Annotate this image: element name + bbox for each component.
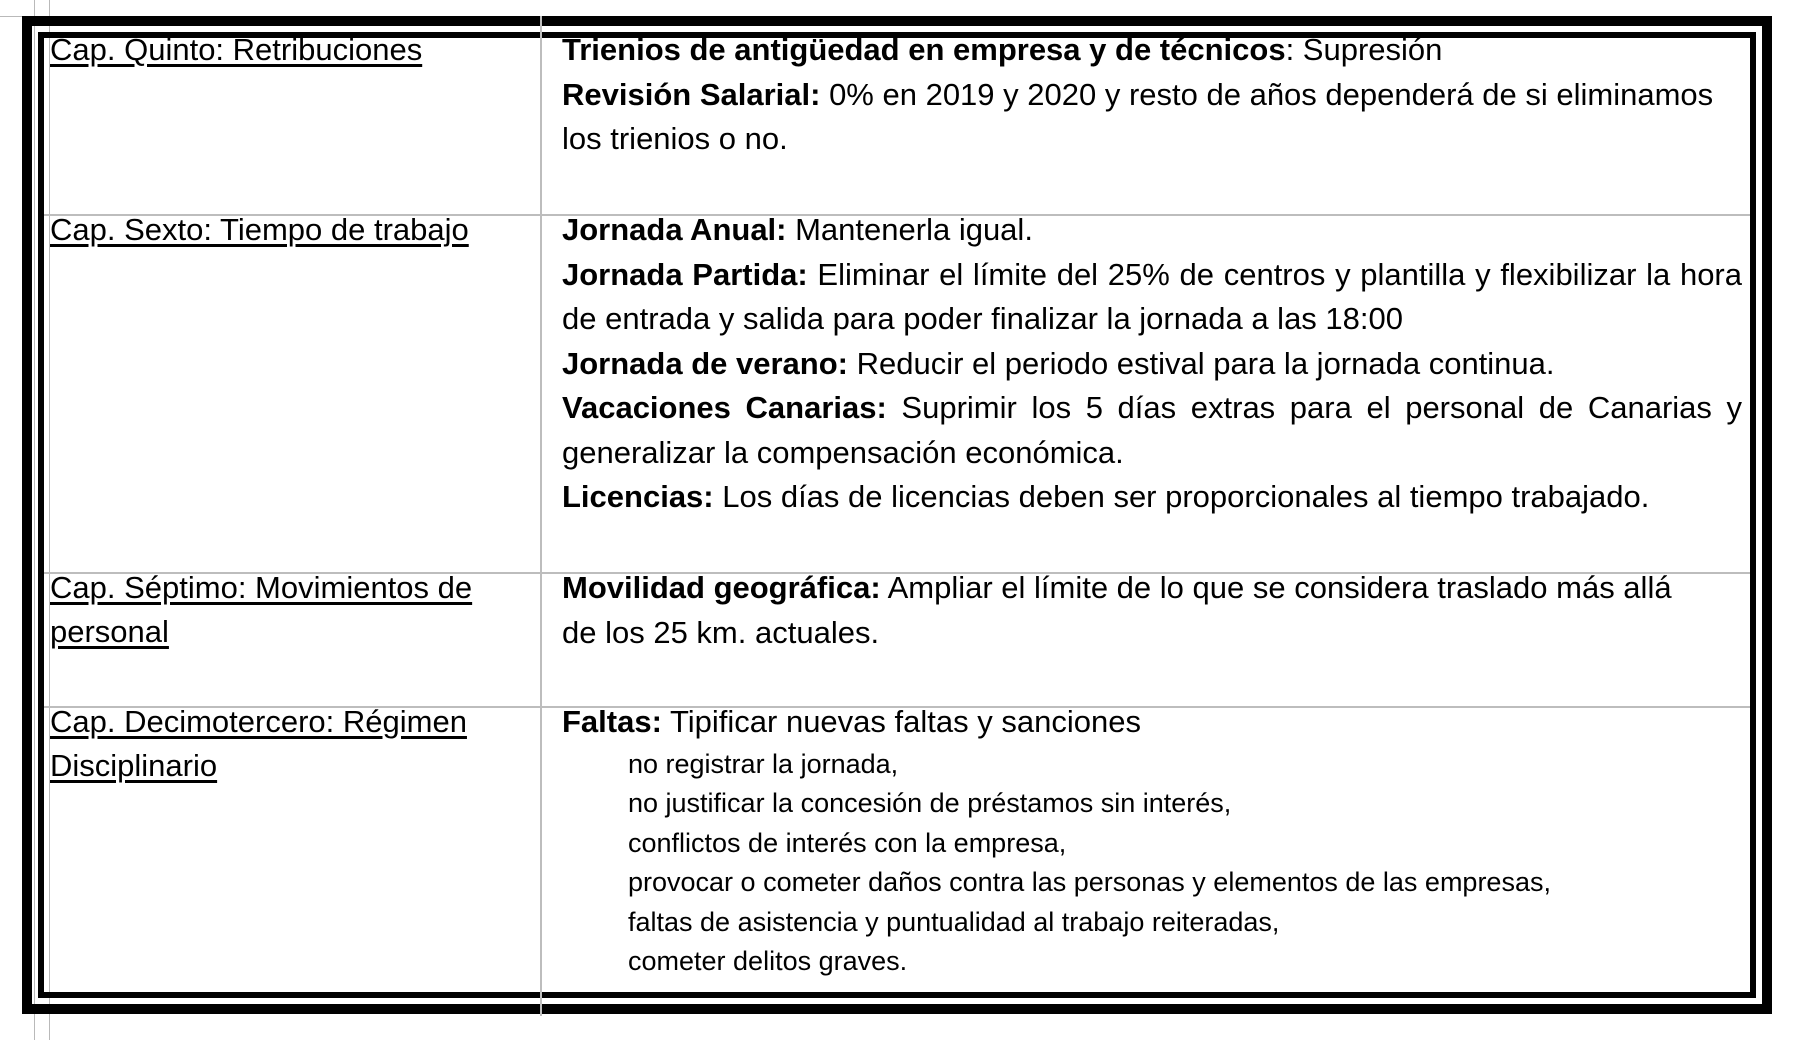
item-label: Jornada Partida: [562,256,808,292]
item-label: Revisión Salarial: [562,76,821,112]
item-text: 0% en 2019 y 2020 y resto de años dependerá de si eliminamos los trienios o no. [562,76,1714,156]
item-label: Trienios de antigüedad en empresa y de técnicos [562,32,1286,67]
list-item: no registrar la jornada, [628,748,899,779]
item-text: Suprimir los 5 días extras para el personal de Canarias y generalizar la compensación económica. [562,390,1743,470]
item-trienios [562,28,1742,73]
item-faltas [562,700,1742,745]
chapter-regimen-disciplinario: Cap. Decimotercero: Régimen Disciplinario [50,704,467,783]
item-text: Tipificar nuevas faltas y sanciones [661,704,1141,739]
column-divider [540,16,542,1016]
item-label: Jornada de verano: [562,345,848,381]
item-label: Vacaciones Canarias: [562,390,887,425]
chapter-tiempo-trabajo: Cap. Sexto: Tiempo de trabajo [50,212,469,247]
item-jornada-partida [562,253,1742,342]
item-label: Movilidad geográfica: [562,570,881,605]
item-jornada-anual [562,208,1742,253]
item-label: Faltas: [562,704,662,739]
item-text: Mantenerla igual. [786,212,1033,247]
faltas-list [562,745,1742,982]
row-content-disciplinario [562,700,1742,982]
list-item: no justificar la concesión de préstamos sin interés, [628,788,1232,818]
row-content-retribuciones [562,28,1742,162]
chapter-movimientos-personal: Cap. Séptimo: Movimientos de personal [50,570,473,649]
chapter-retribuciones: Cap. Quinto: Retribuciones [50,32,423,67]
row-content-tiempo-trabajo [562,208,1742,520]
item-text: Ampliar el límite de lo que se considera traslado más allá de los 25 km. actuales. [562,570,1672,650]
item-jornada-verano [562,342,1742,387]
item-label: Jornada Anual: [562,212,787,247]
item-vacaciones-canarias [562,386,1742,475]
item-text: Los días de licencias deben ser proporcionales al tiempo trabajado. [713,479,1650,514]
list-item: cometer delitos graves. [628,946,908,976]
item-text: Reducir el periodo estival para la jornada continua. [847,345,1555,381]
list-item: faltas de asistencia y puntualidad al trabajo reiteradas, [628,906,1280,937]
row-content-movimientos [562,566,1702,655]
item-text: : Supresión [1285,32,1443,67]
item-label: Licencias: [562,479,714,514]
item-movilidad-geografica [562,566,1702,655]
item-text: Eliminar el límite del 25% de centros y plantilla y flexibilizar la hora de entrada y salida para poder finalizar la jornada a las 18:00 [562,256,1742,336]
item-revision-salarial [562,73,1742,162]
list-item: provocar o cometer daños contra las personas y elementos de las empresas, [628,867,1551,897]
item-licencias [562,475,1742,520]
list-item: conflictos de interés con la empresa, [628,827,1067,858]
